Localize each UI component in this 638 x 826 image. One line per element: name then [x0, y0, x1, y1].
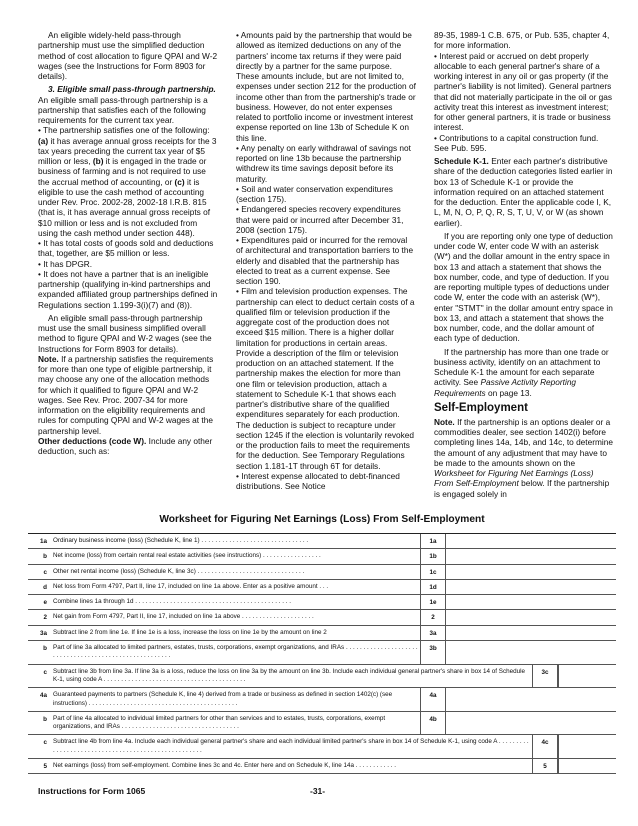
line-description: Net earnings (loss) from self-employment. Combine lines 3c and 4c. Enter here and on Schedule K, line 14a . . . . . . . . . . . . — [53, 762, 396, 770]
amount-field[interactable] — [446, 610, 532, 624]
amount-field[interactable] — [558, 665, 616, 688]
line-number: c — [43, 739, 47, 747]
line-number: c — [43, 568, 47, 576]
table-row — [28, 712, 616, 736]
column-3 — [434, 30, 614, 499]
line-description: Other net rental income (loss) (Schedule K, line 3c) . . . . . . . . . . . . . . . . . . . . . . . . . . . . . . . — [53, 567, 305, 575]
line-number: c — [43, 668, 47, 676]
table-row — [28, 665, 616, 689]
column-1 — [38, 30, 218, 499]
column-2 — [236, 30, 416, 499]
amount-field[interactable] — [446, 580, 532, 594]
bullet: • Expenditures paid or incurred for the removal of architectural and transportation barriers to the elderly and disabled that the partnership has elected to treat as a current expense. See section 190. — [236, 235, 414, 286]
bullet: • Endangered species recovery expenditures that were paid or incurred after December 31, 2008 (section 175). — [236, 204, 404, 235]
line-description: Part of line 4a allocated to individual limited partners for other than services and to estates, trusts, corporations, exempt organizations, and IRAs . . . . . . . . . . . . . . . . . . . . . . . . . . . . . . . . . . — [53, 714, 386, 731]
table-row — [28, 549, 616, 564]
bullet: • Soil and water conservation expenditures (section 175). — [236, 183, 393, 204]
table-row — [28, 534, 616, 549]
line-number: 1a — [39, 538, 47, 545]
line-description: Ordinary business income (loss) (Schedule K, line 1) . . . . . . . . . . . . . . . . . . . . . . . . . . . . . . . — [53, 537, 309, 544]
bullet: • It does not have a partner that is an ineligible partnership (qualifying in-kind partnerships and expanded affiliated group partnerships defined in Regulations section 1.199-3(i)(7) and (8)). — [38, 268, 218, 310]
paragraph: Other deductions (code W). Include any other deduction, such as: — [38, 435, 213, 456]
bullet: • It has total costs of goods sold and deductions that, together, are $5 million or less. — [38, 238, 214, 259]
bullet: • Interest paid or accrued on debt properly allocable to each general partner's share of a working interest in any oil or gas property (if the partner's liability is not limited). General partners that did not materially participate in the oil or gas activity treat this interest as investment interest; for other general partners, it is trade or business interest. — [434, 50, 613, 133]
note: Note. If the partnership is an options dealer or a commodities dealer, see section 1402(i) before completing lines 14a, 14b, and 14c, to determine the amount of any adjustment that may have to be made to the amounts shown on the Worksheet for Figuring Net Earnings (Loss) From Self-Employment below. If the partnership is engaged solely in — [434, 416, 613, 499]
line-number: e — [43, 599, 47, 607]
note: Note. If a partnership satisfies the requirements for more than one type of eligible partnership, it may choose any one of the allocation methods for which it qualified to figure QPAI and W-2 wages. See Rev. Proc. 2007-34 for more information on the eligibility requirements and rules for computing QPAI and W-2 wages at the partnership level. — [38, 353, 214, 436]
bullet: • Contributions to a capital construction fund. See Pub. 595. — [434, 132, 599, 153]
line-box: 4a — [420, 688, 446, 711]
amount-field[interactable] — [446, 549, 532, 563]
line-description: Combine lines 1a through 1d . . . . . . . . . . . . . . . . . . . . . . . . . . . . . . . . . . . . . . . . . . . . . — [53, 598, 291, 606]
amount-field[interactable] — [446, 565, 532, 579]
amount-field[interactable] — [558, 759, 616, 773]
table-row — [28, 565, 616, 580]
bullet: • Film and television production expenses. The partnership can elect to deduct certain costs of a qualified film or television production if the aggregate cost of the production does not exceed $15 million. There is a higher dollar limitation for productions in certain areas. Provide a description of the film or television production on an attached statement. If the partnership makes the election for more than one film or television production, attach a statement to Schedule K-1 that shows each partner's distributive share of the qualified expenditures separately for each production. The deduction is subject to recapture under section 1245 if the election is voluntarily revoked or the production fails to meet the requirements for the deduction. See Temporary Regulations section 1.181-1T through 6T for details. — [236, 286, 415, 471]
line-description: Net gain from Form 4797, Part II, line 17, included on line 1a above . . . . . . . . . . . . . . . . . . . . . — [53, 613, 314, 621]
amount-field[interactable] — [446, 534, 532, 548]
table-row — [28, 595, 616, 610]
line-box: 1e — [420, 595, 446, 609]
table-row — [28, 580, 616, 595]
line-number: 2 — [43, 614, 47, 622]
line-number: b — [43, 553, 47, 561]
line-number: b — [43, 645, 47, 653]
line-description: Guaranteed payments to partners (Schedule K, line 4) derived from a trade or business as defined in section 1402(c) (see instructions) . . . . . . . . . . . . . . . . . . . . . . . . . . . . . . . . . . . . . . . . . . . — [53, 691, 393, 707]
worksheet — [28, 514, 616, 774]
paragraph: If you are reporting only one type of deduction under code W, enter code W with an asterisk (W*) and the dollar amount in the entry space in box 13 and attach a statement that shows the box number, code, and type of deduction. If you are reporting multiple types of deductions under code W, enter the code with an asterisk (W*), enter "STMT" in the dollar amount entry space in box 13, and attach a statement that shows the box number, code, and the dollar amount of each type of deduction. — [434, 230, 613, 344]
paragraph: An eligible small pass-through partnership must use the small business simplified overall method to figure QPAI and W-2 wages (see the Instructions for Form 8903 for details). — [38, 312, 212, 354]
bullet: • It has DPGR. — [38, 258, 93, 269]
bullet: • Interest expense allocated to debt-financed distributions. See Notice — [236, 470, 400, 491]
amount-field[interactable] — [446, 626, 532, 640]
line-description: Part of line 3a allocated to limited partners, estates, trusts, corporations, exempt organizations, and IRAs . . . . . . . . . . . . . . . . . . . . . . . . . . . . . . . . . . . . . . . . . . . . . . . . . . . . . . . — [53, 644, 418, 660]
paragraph: Schedule K-1. Enter each partner's distributive share of the deduction categories listed earlier in box 13 of Schedule K-1 or provide the information required on an attached statement for the deduction. Enter the applicable code I, K, L, M, N, O, P, Q, R, S, T, U, V, or W (as shown earlier). — [434, 156, 613, 228]
line-number: 5 — [43, 763, 47, 771]
line-box: 1b — [420, 549, 446, 563]
worksheet-title: Worksheet for Figuring Net Earnings (Loss) From Self-Employment — [28, 514, 616, 534]
amount-field[interactable] — [446, 712, 532, 735]
paragraph: If the partnership has more than one trade or business activity, identify on an attachment to Schedule K-1 the amount for each separate activity. See Passive Activity Reporting Requirements on page 13. — [434, 346, 609, 398]
line-box: 1c — [420, 565, 446, 579]
line-box: 3b — [420, 641, 446, 664]
line-number: 3a — [39, 629, 47, 637]
table-row — [28, 610, 616, 625]
table-row — [28, 735, 616, 759]
line-description: Subtract line 3b from line 3a. If line 3a is a loss, reduce the loss on line 3a by the amount on line 3b. Include each individual general partner's share in box 14 of Schedule K-1, using code A . . . . . . . . . . . . . . . . . . . . . . . . . . . . . . . . . . . . . . . . . — [53, 667, 526, 683]
line-number: 4a — [39, 692, 47, 700]
line-box: 3c — [532, 665, 558, 688]
line-box: 1d — [420, 580, 446, 594]
paragraph: 89-35, 1989-1 C.B. 675, or Pub. 535, chapter 4, for more information. — [434, 30, 610, 51]
line-description: Subtract line 2 from line 1e. If line 1e is a loss, increase the loss on line 1e by the amount on line 2 — [53, 628, 327, 636]
bullet: • Amounts paid by the partnership that would be allowed as itemized deductions on any of the partners' income tax returns if they were paid directly by a partner for the same purpose. These amounts include, but are not limited to, expenses under section 212 for the production of income other than from the partnership's trade or business. However, do not enter expenses related to portfolio income or investment interest expense reported on line 13b of Schedule K on this line. — [236, 30, 416, 143]
paragraph: An eligible widely-held pass-through partnership must use the simplified deduction method of cost allocation to figure QPAI and W-2 wages (see the Instructions for Form 8903 for details). — [38, 30, 218, 81]
amount-field[interactable] — [446, 595, 532, 609]
bullet: • Any penalty on early withdrawal of savings not reported on line 13b because the partnership withdrew its time savings deposit before its maturity. — [236, 142, 411, 184]
amount-field[interactable] — [446, 688, 532, 711]
line-description: Net income (loss) from certain rental real estate activities (see instructions) . . . . . . . . . . . . . . . . . — [53, 552, 321, 560]
line-box: 4b — [420, 712, 446, 735]
amount-field[interactable] — [558, 735, 616, 758]
table-row — [28, 688, 616, 712]
table-row — [28, 641, 616, 665]
line-box: 2 — [420, 610, 446, 624]
section-heading: Self-Employment — [434, 401, 528, 414]
line-number: b — [43, 715, 47, 723]
text-columns — [38, 30, 614, 499]
line-box: 4c — [532, 735, 558, 758]
line-number: d — [43, 583, 47, 591]
line-box: 1a — [420, 534, 446, 548]
amount-field[interactable] — [446, 641, 532, 664]
line-description: Net loss from Form 4797, Part II, line 17, included on line 1a above. Enter as a positive amount . . . — [53, 582, 329, 590]
paragraph: 3. Eligible small pass-through partnership. An eligible small pass-through partnership is a partnership that satisfies each of the following requirements for the current tax year. — [38, 84, 216, 125]
line-box: 3a — [420, 626, 446, 640]
table-row — [28, 626, 616, 641]
footer-form-title: Instructions for Form 1065 — [38, 786, 146, 796]
line-box: 5 — [532, 759, 558, 773]
page-number: -31- — [310, 786, 326, 796]
line-description: Subtract line 4b from line 4a. Include each individual general partner's share and each individual limited partner's share in box 14 of Schedule K-1, using code A . . . . . . . . . . . . . . . . . . . . . . . . . . . . . . . . . . . . . . . . . . . . . . . . . . . . — [53, 738, 529, 754]
table-row — [28, 759, 616, 774]
bullet: • The partnership satisfies one of the following: (a) it has average annual gross receipts for the 3 tax years preceding the current tax year of $5 million or less, (b) it is engaged in the trade or business of farming and is not required to use the accrual method of accounting, or (c) it is eligible to use the cash method of accounting under Rev. Proc. 2002-28, 2002-18 I.R.B. 815 (that is, it has average annual gross receipts of $10 million or less and is not excluded from using the cash method under section 448). — [38, 125, 217, 238]
